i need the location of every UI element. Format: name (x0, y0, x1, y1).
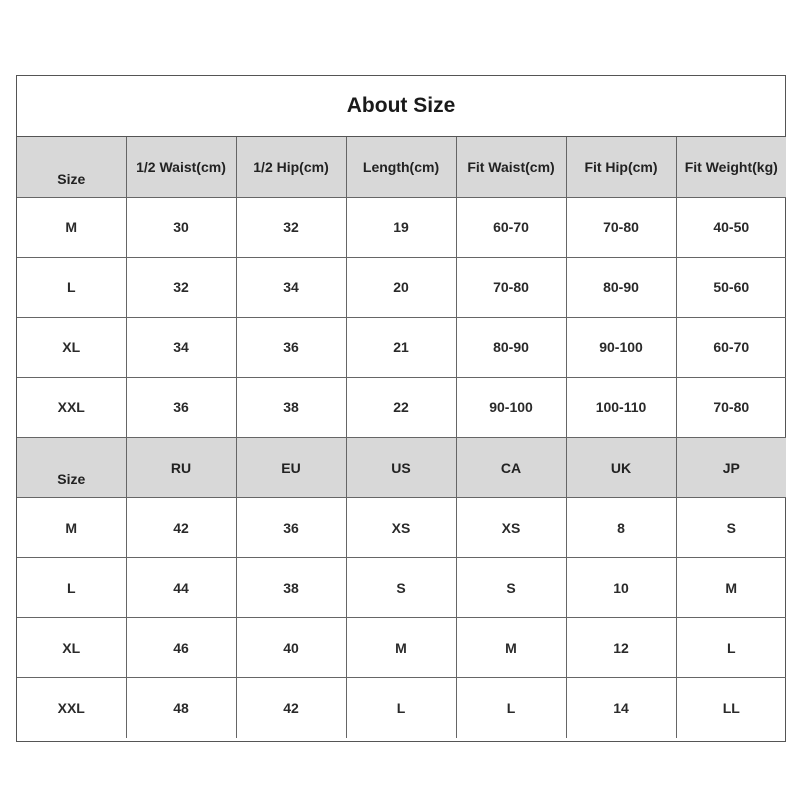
conversions-cell: 14 (566, 678, 676, 738)
measurements-cell: 100-110 (566, 377, 676, 437)
measurements-header-cell: 1/2 Waist(cm) (126, 137, 236, 197)
conversions-header-cell: EU (236, 437, 346, 497)
conversions-cell: 38 (236, 558, 346, 618)
measurements-cell: 36 (126, 377, 236, 437)
measurements-header-cell: Fit Waist(cm) (456, 137, 566, 197)
measurements-cell: 32 (236, 197, 346, 257)
conversions-cell: 42 (126, 498, 236, 558)
conversions-cell: L (346, 678, 456, 738)
conversions-header-cell: CA (456, 437, 566, 497)
measurements-cell: 70-80 (676, 377, 786, 437)
conversions-header-cell: Size (17, 437, 126, 497)
size-cell: XL (17, 618, 126, 678)
size-cell: L (17, 257, 126, 317)
measurements-cell: 80-90 (456, 317, 566, 377)
conversions-row (17, 618, 786, 678)
measurements-cell: 60-70 (456, 197, 566, 257)
size-cell: M (17, 197, 126, 257)
size-cell: L (17, 558, 126, 618)
size-cell: XL (17, 317, 126, 377)
measurements-header-cell: Fit Hip(cm) (566, 137, 676, 197)
measurements-cell: 90-100 (456, 377, 566, 437)
conversions-cell: XS (456, 498, 566, 558)
conversions-cell: M (456, 618, 566, 678)
chart-title: About Size (17, 76, 785, 137)
conversions-cell: 10 (566, 558, 676, 618)
measurements-cell: 21 (346, 317, 456, 377)
measurements-cell: 60-70 (676, 317, 786, 377)
conversions-cell: 36 (236, 498, 346, 558)
measurements-cell: 34 (126, 317, 236, 377)
measurements-row (17, 197, 786, 257)
conversions-cell: 12 (566, 618, 676, 678)
conversions-cell: S (456, 558, 566, 618)
measurements-cell: 34 (236, 257, 346, 317)
conversions-header-cell: RU (126, 437, 236, 497)
conversions-cell: 42 (236, 678, 346, 738)
size-cell: XXL (17, 377, 126, 437)
measurements-header-cell: Size (17, 137, 126, 197)
measurements-cell: 30 (126, 197, 236, 257)
measurements-cell: 80-90 (566, 257, 676, 317)
measurements-cell: 36 (236, 317, 346, 377)
measurements-cell: 22 (346, 377, 456, 437)
conversions-cell: 44 (126, 558, 236, 618)
size-cell: M (17, 498, 126, 558)
conversions-row (17, 498, 786, 558)
measurements-row (17, 377, 786, 437)
measurements-cell: 40-50 (676, 197, 786, 257)
conversions-row (17, 678, 786, 738)
conversions-cell: XS (346, 498, 456, 558)
conversions-header-cell: US (346, 437, 456, 497)
conversions-cell: LL (722, 700, 740, 717)
conversions-cell: S (676, 498, 786, 558)
measurements-header-cell: 1/2 Hip(cm) (236, 137, 346, 197)
measurements-header-cell: Fit Weight(kg) (676, 137, 786, 197)
conversions-row (17, 558, 786, 618)
measurements-cell: 32 (126, 257, 236, 317)
measurements-cell: 50-60 (676, 257, 786, 317)
conversions-cell: L (676, 618, 786, 678)
conversions-cell: 46 (126, 618, 236, 678)
measurements-row (17, 257, 786, 317)
conversions-header-row (17, 437, 786, 497)
measurements-header-row (17, 137, 786, 197)
size-table (17, 137, 786, 738)
conversions-cell: 48 (126, 678, 236, 738)
conversions-cell: M (676, 558, 786, 618)
conversions-header-cell: JP (676, 437, 786, 497)
conversions-cell: 8 (566, 498, 676, 558)
measurements-header-cell: Length(cm) (346, 137, 456, 197)
measurements-row (17, 317, 786, 377)
size-chart (16, 75, 786, 742)
conversions-cell: S (346, 558, 456, 618)
measurements-cell: 20 (346, 257, 456, 317)
size-cell: XXL (17, 678, 126, 738)
measurements-cell: 70-80 (456, 257, 566, 317)
conversions-header-cell: UK (566, 437, 676, 497)
conversions-cell: L (456, 678, 566, 738)
measurements-cell: 38 (236, 377, 346, 437)
conversions-cell: 40 (236, 618, 346, 678)
conversions-cell: M (346, 618, 456, 678)
measurements-cell: 90-100 (566, 317, 676, 377)
measurements-cell: 70-80 (566, 197, 676, 257)
measurements-cell: 19 (346, 197, 456, 257)
